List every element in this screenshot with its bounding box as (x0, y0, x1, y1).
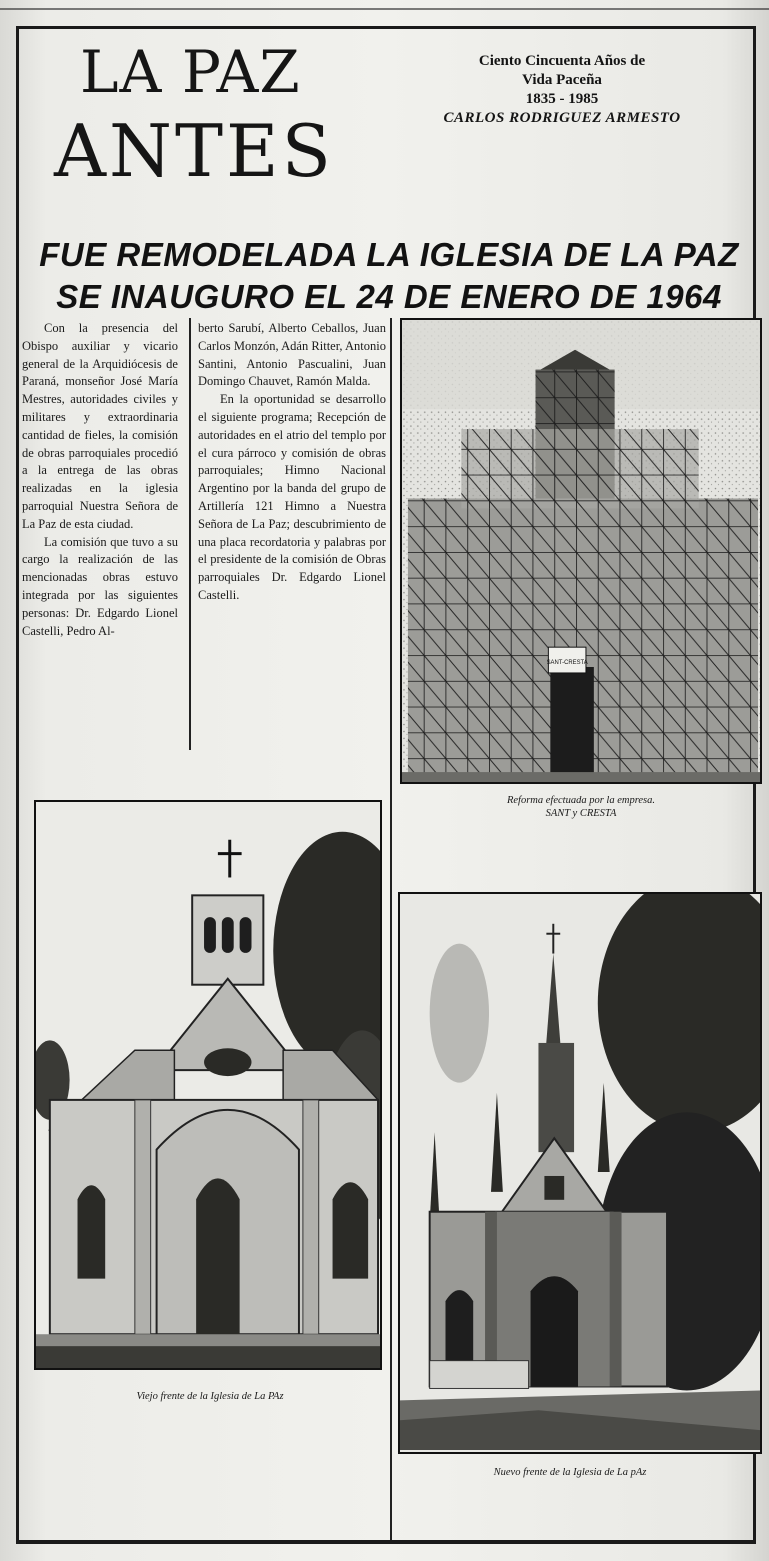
article-paragraph: La comisión que tuvo a su cargo la realización de las mencionadas obras estuvo integrada por las siguientes personas: Dr. Edgardo Lionel Castelli, Pedro Al- (22, 534, 178, 638)
series-years: 1835 - 1985 (525, 91, 599, 107)
caption-line: Nuevo frente de la Iglesia de La pAz (493, 1467, 647, 1478)
caption-line: Reforma efectuada por la empresa. (506, 795, 656, 806)
series-author: CARLOS RODRIGUEZ ARMESTO (443, 110, 681, 126)
old-front-photo (34, 800, 382, 1370)
series-title: Ciento Cincuenta Años de (478, 53, 646, 69)
top-rule (0, 8, 769, 10)
article-paragraph: En la oportunidad se desarrollo el siguiente programa; Recepción de autoridades en el atrio del templo por el cura párroco y comisión de obras parroquiales; Himno Nacional Argentino por la banda del grupo de Artillería 121 Himno a Nuestra Señora de La Paz; descubrimiento de una placa recordatoria y palabras por el presidente de la comisión de Obras parroquiales Dr. Edgardo Lionel Castelli. (198, 392, 386, 602)
caption-line: Viejo frente de la Iglesia de La PAz (136, 1391, 284, 1402)
scaffolding-photo (400, 318, 762, 784)
article-headline (24, 234, 754, 318)
old-front-caption (60, 1390, 360, 1403)
headline-line1: FUE REMODELADA LA IGLESIA DE LA PAZ (39, 236, 739, 273)
scaffolding-caption (450, 794, 712, 820)
contractor-sign-text: SANT-CRESTA (546, 660, 588, 667)
article-column-2 (198, 320, 386, 605)
scaffolding-illustration (402, 320, 760, 782)
article-paragraph: Con la presencia del Obispo auxiliar y vicario general de la Arquidiócesis de Paraná, monseñor José María Mestres, autoridades civiles y militares y extraordinaria cantidad de fieles, la comisión de obras parroquiales procedió a la entrega de las obras realizadas en la iglesia parroquial Nuestra Señora de La Paz de esta ciudad. (22, 321, 178, 531)
new-front-photo (398, 892, 762, 1454)
article-paragraph: berto Sarubí, Alberto Ceballos, Juan Carlos Monzón, Adán Ritter, Antonio Santini, Antonio Pascualini, Juan Domingo Chauvet, Ramón Malda. (198, 321, 386, 389)
article-column-1 (22, 320, 178, 640)
new-front-caption (420, 1466, 720, 1479)
headline-line2: SE INAUGURO EL 24 DE ENERO DE 1964 (56, 278, 722, 315)
masthead-title-line1: LA PAZ (80, 38, 301, 106)
column-divider (189, 318, 191, 750)
column-divider (390, 318, 392, 1540)
series-subtitle: Vida Paceña (522, 72, 602, 88)
caption-line: SANT y CRESTA (545, 808, 617, 819)
masthead-title-line2: ANTES (54, 109, 334, 193)
old-church-illustration (36, 802, 380, 1368)
new-church-illustration (400, 894, 760, 1452)
series-header (412, 52, 712, 128)
